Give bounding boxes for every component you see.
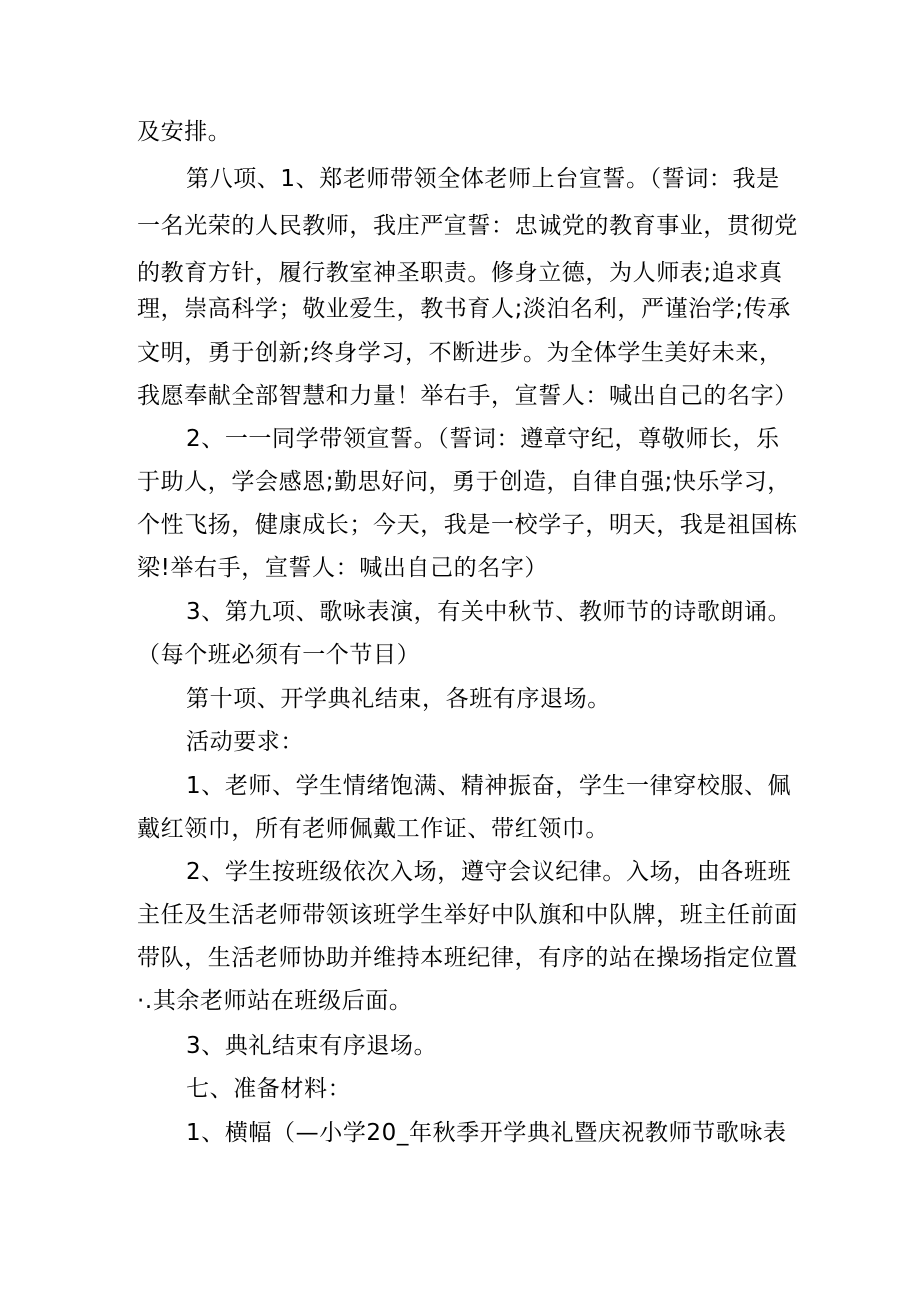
text-line: 理，崇高科学；敬业爱生，教书育人;淡泊名利，严谨治学;传承 [137, 296, 791, 322]
text-line: ·.其余老师站在班级后面。 [137, 988, 413, 1014]
paragraph-first-line: 3、典礼结束有序退场。 [186, 1033, 438, 1059]
paragraph-first-line: 1、横幅（—小学20_年秋季开学典礼暨庆祝教师节歌咏表 [186, 1120, 787, 1146]
text-line: 主任及生活老师带领该班学生举好中队旗和中队牌，班主任前面 [137, 902, 798, 928]
paragraph-first-line: 2、学生按班级依次入场，遵守会议纪律。入场，由各班班 [186, 859, 792, 885]
paragraph-first-line: 2、一一同学带领宣誓。（誓词：遵章守纪，尊敬师长，乐 [186, 426, 780, 452]
text-line: 我愿奉献全部智慧和力量！举右手，宣誓人：喊出自己的名字） [137, 383, 798, 409]
text-line: （每个班必须有一个节目） [137, 642, 421, 668]
text-line: 文明，勇于创新;终身学习，不断进步。为全体学生美好未来， [137, 340, 783, 366]
text-line: 及安排。 [137, 119, 232, 145]
paragraph-first-line: 第十项、开学典礼结束，各班有序退场。 [186, 686, 611, 712]
text-line: 个性飞扬，健康成长；今天，我是一校学子，明天，我是祖国栋 [137, 512, 798, 538]
paragraph-first-line: 1、老师、学生情绪饱满、精神振奋，学生一律穿校服、佩 [186, 773, 792, 799]
text-line: 一名光荣的人民教师，我庄严宣誓：忠诚党的教育事业，贯彻党 [137, 213, 798, 239]
paragraph-first-line: 第八项、1、郑老师带领全体老师上台宣誓。（誓词：我是 [186, 166, 780, 192]
text-line: 戴红领巾，所有老师佩戴工作证、带红领巾。 [137, 816, 609, 842]
section-heading: 活动要求： [186, 729, 304, 755]
text-line: 梁!举右手，宣誓人：喊出自己的名字） [137, 555, 549, 581]
text-line: 于助人，学会感恩;勤思好问，勇于创造，自律自强;快乐学习， [137, 469, 791, 495]
section-heading: 七、准备材料： [186, 1076, 352, 1102]
text-line: 带队，生活老师协助并维持本班纪律，有序的站在操场指定位置 [137, 945, 798, 971]
text-line: 的教育方针，履行教室神圣职责。修身立德，为人师表;追求真 [137, 260, 783, 286]
paragraph-first-line: 3、第九项、歌咏表演，有关中秋节、教师节的诗歌朗诵。 [186, 599, 792, 625]
